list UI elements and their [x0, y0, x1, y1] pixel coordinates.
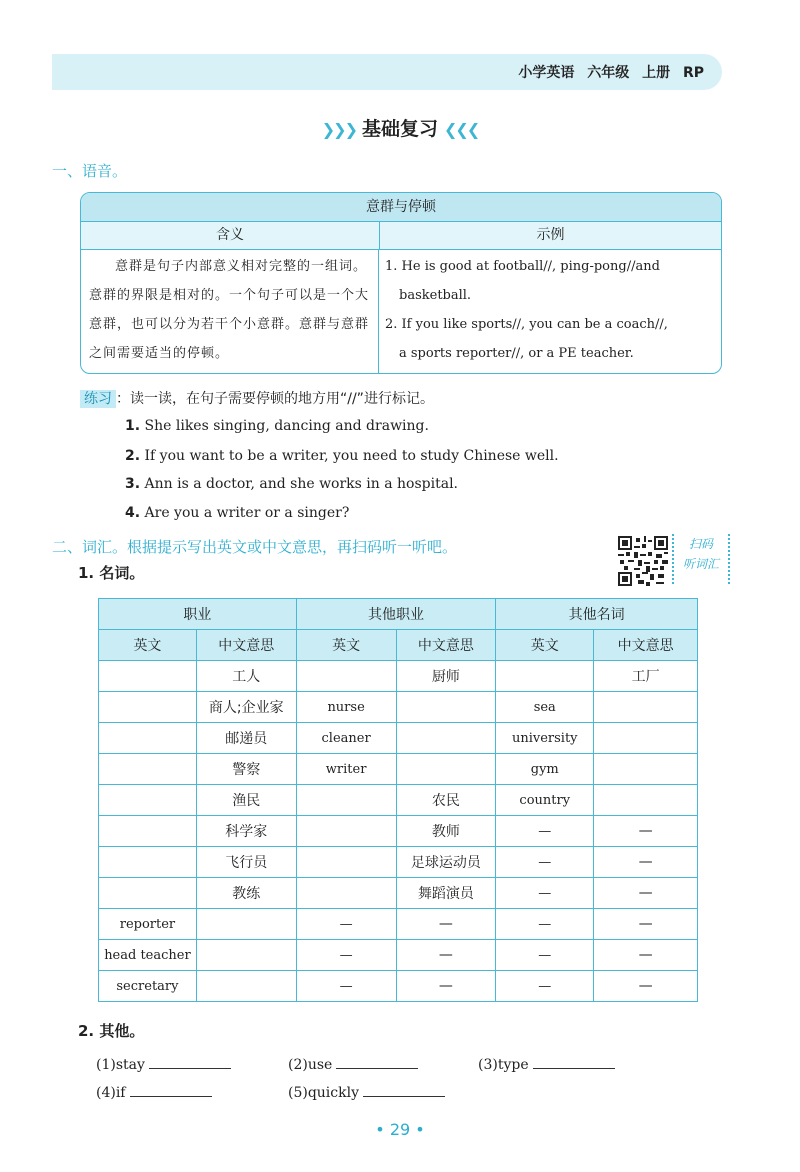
- other-item-5: [288, 1082, 445, 1101]
- sub-header-cell: 英文: [296, 630, 396, 661]
- table-cell: cleaner: [296, 723, 396, 754]
- table-row: [99, 723, 698, 754]
- table-cell: 工人: [196, 661, 296, 692]
- table-cell: 教师: [396, 816, 496, 847]
- example-2a: 2. If you like sports//, you can be a coach//,: [385, 317, 668, 332]
- answer-cell[interactable]: [496, 661, 594, 692]
- table-row: [99, 909, 698, 940]
- answer-blank[interactable]: [149, 1054, 231, 1069]
- table-cell: —: [296, 971, 396, 1002]
- part2-heading: 二、词汇。根据提示写出英文或中文意思，再扫码听一听吧。: [52, 538, 458, 556]
- answer-cell[interactable]: [594, 754, 698, 785]
- table-cell: —: [594, 816, 698, 847]
- group-header-cell: 职业: [99, 599, 297, 630]
- answer-cell[interactable]: [99, 785, 197, 816]
- table-row: [99, 847, 698, 878]
- answer-cell[interactable]: [594, 692, 698, 723]
- other-word: (4)if: [96, 1085, 126, 1101]
- sentence-number: 1.: [125, 418, 141, 434]
- table-cell: —: [396, 971, 496, 1002]
- table-row: [99, 940, 698, 971]
- example-1b: basketball.: [399, 288, 472, 303]
- answer-cell[interactable]: [99, 816, 197, 847]
- answer-cell[interactable]: [396, 754, 496, 785]
- table-cell: 教练: [196, 878, 296, 909]
- answer-cell[interactable]: [296, 847, 396, 878]
- table-cell: head teacher: [99, 940, 197, 971]
- answer-cell[interactable]: [396, 723, 496, 754]
- table-cell: —: [594, 909, 698, 940]
- page-number: • 29 •: [375, 1120, 425, 1139]
- table-cell: 足球运动员: [396, 847, 496, 878]
- answer-cell[interactable]: [296, 785, 396, 816]
- table-row: [99, 785, 698, 816]
- sub-header-cell: 英文: [99, 630, 197, 661]
- table-cell: country: [496, 785, 594, 816]
- table-cell: —: [296, 940, 396, 971]
- sentence-text: Are you a writer or a singer?: [144, 505, 350, 521]
- table-cell: —: [594, 847, 698, 878]
- table-row: [99, 754, 698, 785]
- answer-cell[interactable]: [99, 754, 197, 785]
- practice-text: ：读一读，在句子需要停顿的地方用“//”进行标记。: [116, 391, 434, 407]
- qr-code-icon[interactable]: [618, 536, 668, 586]
- table-row: [99, 692, 698, 723]
- header-bar: [52, 54, 722, 90]
- table-cell: secretary: [99, 971, 197, 1002]
- table-sub-header: [99, 630, 698, 661]
- table-row: [99, 816, 698, 847]
- meaning-text: 意群是句子内部意义相对完整的一组词。意群的界限是相对的。一个句子可以是一个大意群，也可以分为若干个小意群。意群与意群之间需要适当的停顿。: [81, 250, 379, 373]
- qr-label-line2: 听词汇: [682, 557, 719, 571]
- table-cell: —: [396, 940, 496, 971]
- answer-cell[interactable]: [99, 723, 197, 754]
- group-header-cell: 其他职业: [296, 599, 496, 630]
- table-row: [99, 971, 698, 1002]
- answer-blank[interactable]: [130, 1082, 212, 1097]
- phonics-table-title: 意群与停顿: [81, 193, 721, 222]
- other-item-2: [288, 1054, 418, 1073]
- part1-heading: 一、语音。: [52, 162, 128, 180]
- sentence-number: 2.: [125, 448, 141, 464]
- qr-label-line1: 扫码: [688, 537, 713, 551]
- other-word: (1)stay: [96, 1057, 145, 1073]
- sub-header-cell: 中文意思: [196, 630, 296, 661]
- example-cell: [379, 250, 721, 373]
- others-heading: 2. 其他。: [78, 1022, 145, 1040]
- table-cell: —: [594, 878, 698, 909]
- table-cell: —: [496, 909, 594, 940]
- phonics-table-body: [81, 250, 721, 373]
- table-cell: —: [496, 971, 594, 1002]
- nouns-heading: 1. 名词。: [78, 564, 145, 582]
- table-cell: 厨师: [396, 661, 496, 692]
- table-cell: —: [594, 971, 698, 1002]
- example-2b: a sports reporter//, or a PE teacher.: [399, 346, 634, 361]
- sentence-number: 3.: [125, 476, 141, 492]
- table-cell: gym: [496, 754, 594, 785]
- answer-cell[interactable]: [594, 785, 698, 816]
- answer-blank[interactable]: [363, 1082, 445, 1097]
- answer-cell[interactable]: [99, 847, 197, 878]
- table-cell: —: [496, 878, 594, 909]
- chevron-left-icon: ❮❮❮: [444, 120, 479, 139]
- table-cell: university: [496, 723, 594, 754]
- table-cell: 科学家: [196, 816, 296, 847]
- sentence-text: Ann is a doctor, and she works in a hospital.: [144, 476, 459, 492]
- table-cell: —: [396, 909, 496, 940]
- vocabulary-table: [98, 598, 698, 1002]
- sub-header-cell: 中文意思: [396, 630, 496, 661]
- answer-cell[interactable]: [99, 878, 197, 909]
- table-row: [99, 878, 698, 909]
- table-cell: —: [296, 909, 396, 940]
- table-cell: nurse: [296, 692, 396, 723]
- sub-header-cell: 中文意思: [594, 630, 698, 661]
- table-row: [99, 661, 698, 692]
- table-cell: 商人;企业家: [196, 692, 296, 723]
- section-title-text: 基础复习: [361, 118, 438, 140]
- answer-cell[interactable]: [296, 816, 396, 847]
- table-cell: reporter: [99, 909, 197, 940]
- table-cell: 邮递员: [196, 723, 296, 754]
- table-cell: 飞行员: [196, 847, 296, 878]
- answer-cell[interactable]: [196, 940, 296, 971]
- sentence-1: [125, 418, 429, 434]
- practice-tag: 练习: [80, 390, 116, 408]
- table-cell: 警察: [196, 754, 296, 785]
- answer-cell[interactable]: [594, 723, 698, 754]
- other-item-4: [96, 1082, 212, 1101]
- group-header-cell: 其他名词: [496, 599, 698, 630]
- answer-cell[interactable]: [296, 661, 396, 692]
- qr-label: [672, 534, 730, 584]
- section-title: [0, 114, 800, 141]
- table-cell: —: [496, 940, 594, 971]
- answer-cell[interactable]: [99, 692, 197, 723]
- sentence-4: [125, 505, 349, 521]
- col-meaning-header: 含义: [81, 222, 380, 249]
- other-item-3: [478, 1054, 615, 1073]
- practice-instruction: [80, 388, 434, 408]
- header-text: 小学英语 六年级 上册 RP: [518, 65, 704, 81]
- col-example-header: 示例: [380, 222, 721, 249]
- table-cell: sea: [496, 692, 594, 723]
- answer-blank[interactable]: [336, 1054, 418, 1069]
- other-word: (5)quickly: [288, 1085, 359, 1101]
- sentence-text: If you want to be a writer, you need to study Chinese well.: [144, 448, 559, 464]
- sentence-text: She likes singing, dancing and drawing.: [144, 418, 429, 434]
- answer-cell[interactable]: [99, 661, 197, 692]
- other-item-1: [96, 1054, 231, 1073]
- sentence-number: 4.: [125, 505, 141, 521]
- sub-header-cell: 英文: [496, 630, 594, 661]
- phonics-table-header: [81, 222, 721, 250]
- answer-cell[interactable]: [396, 692, 496, 723]
- table-cell: —: [594, 940, 698, 971]
- table-cell: 农民: [396, 785, 496, 816]
- answer-cell[interactable]: [196, 909, 296, 940]
- table-cell: 渔民: [196, 785, 296, 816]
- sentence-3: [125, 476, 458, 492]
- table-cell: 工厂: [594, 661, 698, 692]
- chevron-right-icon: ❯❯❯: [321, 120, 356, 139]
- other-word: (3)type: [478, 1057, 529, 1073]
- sentence-2: [125, 448, 559, 464]
- table-cell: 舞蹈演员: [396, 878, 496, 909]
- table-cell: writer: [296, 754, 396, 785]
- other-word: (2)use: [288, 1057, 333, 1073]
- phonics-table: [80, 192, 722, 374]
- table-cell: —: [496, 816, 594, 847]
- answer-blank[interactable]: [533, 1054, 615, 1069]
- example-1a: 1. He is good at football//, ping-pong//and: [385, 259, 660, 274]
- answer-cell[interactable]: [296, 878, 396, 909]
- answer-cell[interactable]: [196, 971, 296, 1002]
- table-group-header: [99, 599, 698, 630]
- table-cell: —: [496, 847, 594, 878]
